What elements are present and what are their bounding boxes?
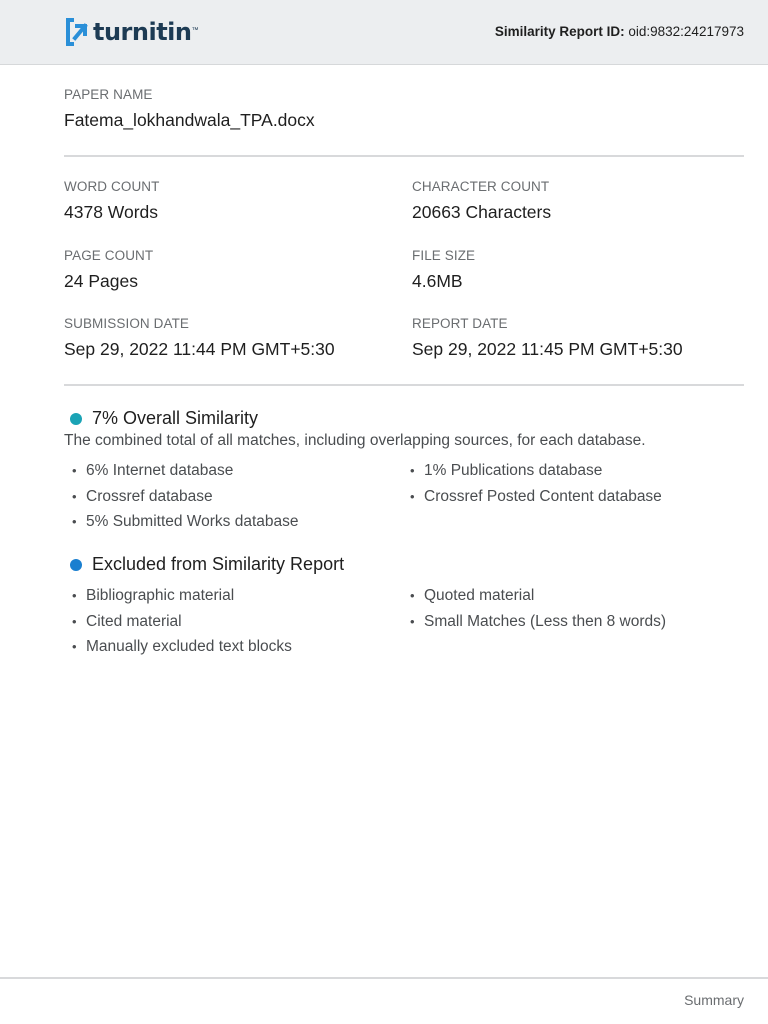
logo-trademark: ™ — [191, 26, 199, 34]
list-item-text: 5% Submitted Works database — [86, 513, 299, 531]
logo-wordmark: turnitin — [93, 18, 192, 46]
excluded-items-left — [64, 585, 292, 662]
word-count-value: 4378 Words — [64, 202, 159, 222]
list-item — [64, 460, 299, 486]
submission-date-value: Sep 29, 2022 11:44 PM GMT+5:30 — [64, 339, 335, 359]
report-date-field — [412, 316, 752, 360]
list-item-text: 6% Internet database — [86, 462, 234, 479]
page-count-value: 24 Pages — [64, 271, 138, 291]
similarity-dot-icon — [70, 413, 82, 425]
submission-date-field — [64, 316, 404, 360]
list-item — [64, 611, 292, 637]
bullet-icon: • — [72, 639, 77, 655]
divider-middle — [64, 384, 744, 386]
file-size-value: 4.6MB — [412, 271, 463, 291]
page-count-field — [64, 248, 404, 292]
list-item — [402, 611, 666, 637]
list-item — [64, 486, 299, 512]
list-item-text: Quoted material — [424, 587, 535, 604]
list-item-text: Bibliographic material — [86, 587, 235, 604]
file-size-label: FILE SIZE — [412, 248, 476, 263]
bullet-icon: • — [410, 588, 415, 603]
character-count-label: CHARACTER COUNT — [412, 179, 550, 194]
page-footer — [0, 977, 768, 1024]
overall-similarity-title: 7% Overall Similarity — [92, 408, 259, 428]
report-date-label: REPORT DATE — [412, 316, 508, 331]
list-item — [402, 486, 662, 512]
excluded-title: Excluded from Similarity Report — [92, 554, 345, 574]
report-id-label: Similarity Report ID: — [494, 24, 625, 39]
similarity-sources-right — [402, 460, 662, 511]
bullet-icon: • — [410, 463, 415, 478]
bullet-icon: • — [72, 588, 77, 603]
submission-date-label: SUBMISSION DATE — [64, 316, 190, 331]
file-size-field — [412, 248, 752, 292]
list-item-text: Crossref Posted Content database — [424, 487, 662, 505]
report-header — [0, 0, 768, 65]
report-id-value: oid:9832:24217973 — [628, 24, 744, 39]
similarity-sources-left — [64, 460, 299, 537]
excluded-dot-icon — [70, 559, 82, 571]
page-count-label: PAGE COUNT — [64, 248, 154, 263]
excluded-items-right — [402, 585, 666, 636]
character-count-field — [412, 179, 752, 223]
divider-top — [64, 155, 744, 157]
word-count-field — [64, 179, 404, 223]
list-item-text: Manually excluded text blocks — [86, 638, 292, 656]
character-count-value: 20663 Characters — [412, 202, 552, 222]
list-item-text: Crossref database — [86, 487, 213, 505]
list-item — [402, 585, 666, 611]
list-item — [402, 460, 662, 486]
report-id — [495, 24, 744, 39]
excluded-heading — [70, 554, 344, 575]
bullet-icon: • — [410, 613, 415, 629]
paper-name-field — [64, 87, 315, 131]
list-item-text: Small Matches (Less then 8 words) — [424, 612, 667, 630]
list-item-text: Cited material — [86, 612, 182, 630]
list-item — [64, 585, 292, 611]
bullet-icon: • — [72, 488, 77, 504]
similarity-description: The combined total of all matches, including overlapping sources, for each database. — [64, 432, 646, 449]
paper-name-value: Fatema_lokhandwala_TPA.docx — [64, 110, 315, 130]
list-item-text: 1% Publications database — [424, 462, 603, 479]
turnitin-logo-icon — [63, 14, 89, 50]
footer-summary-label: Summary — [684, 992, 744, 1008]
overall-similarity-heading — [70, 408, 258, 429]
list-item — [64, 636, 292, 662]
paper-name-label: PAPER NAME — [64, 87, 153, 102]
bullet-icon: • — [72, 514, 77, 530]
word-count-label: WORD COUNT — [64, 179, 160, 194]
list-item — [64, 511, 299, 537]
bullet-icon: • — [72, 613, 77, 629]
bullet-icon: • — [72, 463, 77, 478]
turnitin-logo — [63, 14, 199, 50]
report-date-value: Sep 29, 2022 11:45 PM GMT+5:30 — [412, 339, 683, 359]
bullet-icon: • — [410, 488, 415, 504]
